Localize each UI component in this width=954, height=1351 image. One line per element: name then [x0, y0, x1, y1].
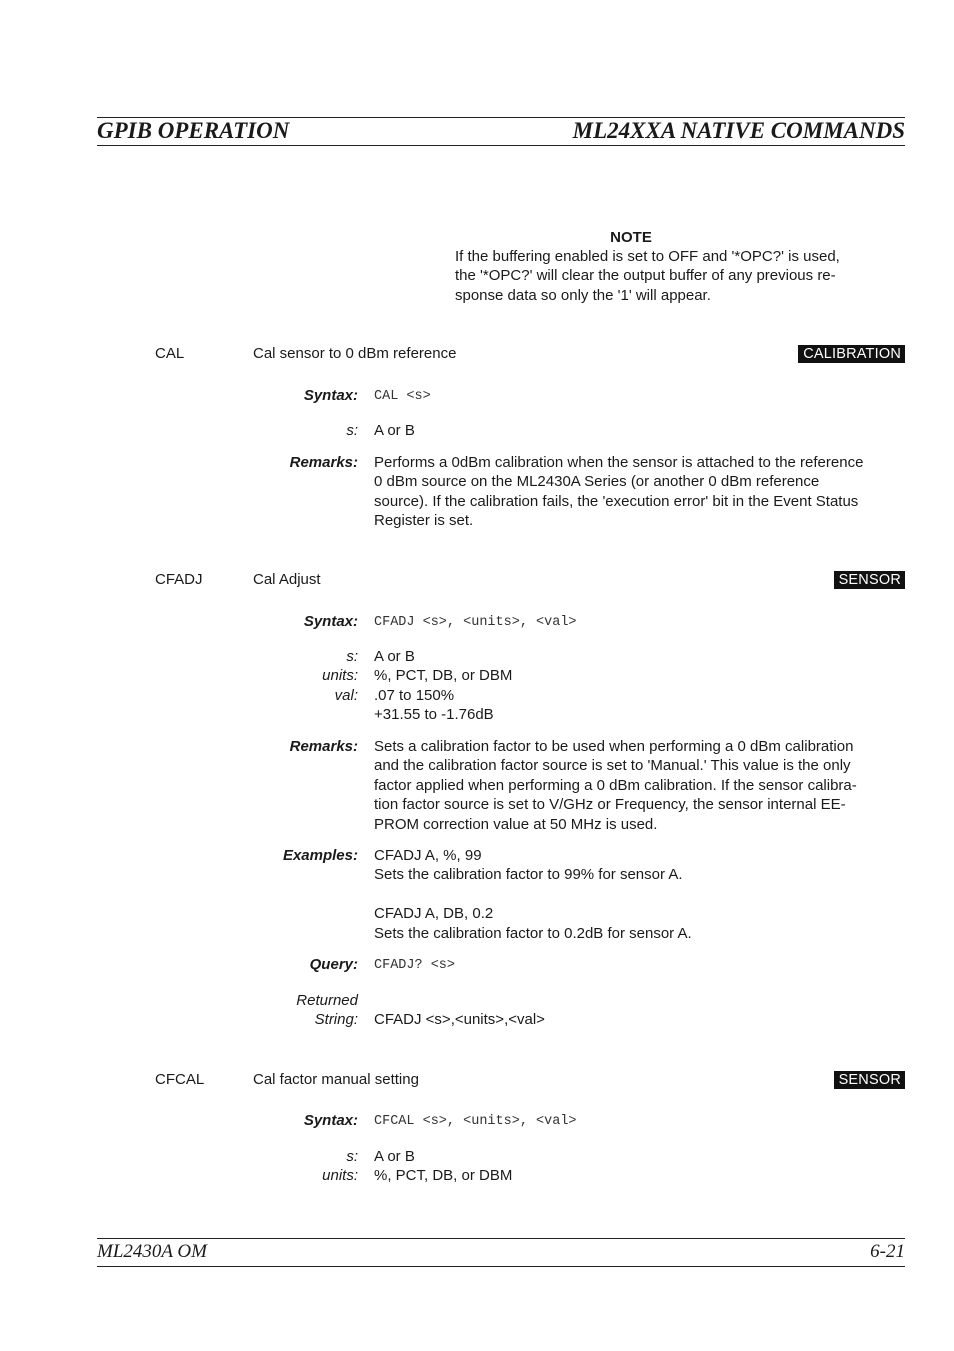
param-value: .07 to 150% [374, 686, 455, 704]
remarks-line: and the calibration factor source is set to 'Manual.' This value is the only [374, 757, 851, 775]
param-values [374, 1147, 904, 1186]
syntax-label: Syntax: [303, 613, 358, 630]
example-line: CFADJ A, %, 99 [374, 847, 482, 864]
param-label: s: [346, 648, 358, 665]
category-badge: SENSOR [834, 1071, 905, 1089]
note-title: NOTE [610, 229, 652, 246]
param-label: val: [334, 686, 358, 704]
remarks-line: Register is set. [374, 512, 474, 530]
param-label: s: [346, 422, 358, 439]
header-bottom-rule [97, 145, 905, 146]
note-line: sponse data so only the '1' will appear. [455, 286, 711, 304]
query-value: CFADJ? <s> [374, 958, 456, 973]
example-line: CFADJ A, DB, 0.2 [374, 905, 494, 923]
param-value: A or B [374, 648, 415, 665]
footer-manual-title: ML2430A OM [97, 1241, 207, 1262]
syntax-label: Syntax: [303, 1112, 358, 1129]
note-body [455, 247, 875, 305]
remarks-line: PROM correction value at 50 MHz is used. [374, 815, 658, 833]
returned-label-line: Returned [296, 992, 358, 1009]
footer-top-rule [97, 1238, 905, 1239]
note-line: If the buffering enabled is set to OFF and '*OPC?' is used, [455, 248, 840, 265]
examples-text [374, 846, 904, 943]
remarks-label: Remarks: [289, 454, 358, 471]
remarks-line: tion factor source is set to V/GHz or Frequency, the sensor internal EE- [374, 796, 846, 814]
header-chapter-title: ML24XXA NATIVE COMMANDS [572, 118, 905, 143]
syntax-value: CAL <s> [374, 389, 431, 404]
param-value: +31.55 to -1.76dB [374, 706, 494, 724]
command-description: Cal Adjust [253, 571, 321, 588]
remarks-label: Remarks: [289, 738, 358, 755]
category-badge: SENSOR [834, 571, 905, 589]
command-name: CFCAL [155, 1071, 205, 1088]
param-value: A or B [374, 422, 415, 439]
syntax-value: CFCAL <s>, <units>, <val> [374, 1114, 577, 1129]
category-badge: CALIBRATION [798, 345, 905, 363]
remarks-text [374, 453, 904, 531]
param-label: s: [346, 1148, 358, 1165]
param-label: units: [322, 667, 358, 685]
command-name: CFADJ [155, 571, 203, 588]
param-value: %, PCT, DB, or DBM [374, 667, 513, 685]
syntax-label: Syntax: [303, 387, 358, 404]
syntax-value: CFADJ <s>, <units>, <val> [374, 615, 577, 630]
returned-string-value: CFADJ <s>,<units>,<val> [374, 1011, 545, 1028]
example-line: Sets the calibration factor to 0.2dB for sensor A. [374, 924, 692, 942]
examples-label: Examples: [282, 847, 358, 864]
remarks-line: Sets a calibration factor to be used when performing a 0 dBm calibration [374, 738, 854, 755]
param-labels [322, 1147, 358, 1186]
header-section-title: GPIB OPERATION [97, 118, 290, 143]
param-labels [322, 647, 358, 705]
remarks-text [374, 737, 904, 834]
param-value: %, PCT, DB, or DBM [374, 1167, 513, 1185]
remarks-line: factor applied when performing a 0 dBm calibration. If the sensor calibra- [374, 776, 857, 794]
remarks-line: 0 dBm source on the ML2430A Series (or another 0 dBm reference [374, 473, 820, 491]
query-label: Query: [309, 956, 358, 973]
example-spacer [374, 885, 904, 904]
footer-bottom-rule [97, 1266, 905, 1267]
command-description: Cal sensor to 0 dBm reference [253, 345, 457, 362]
example-line: Sets the calibration factor to 99% for sensor A. [374, 866, 683, 884]
returned-label-line: String: [314, 1011, 358, 1029]
param-value: A or B [374, 1148, 415, 1165]
remarks-line: source). If the calibration fails, the 'execution error' bit in the Event Status [374, 492, 859, 510]
command-name: CAL [155, 345, 185, 362]
param-values [374, 647, 904, 725]
returned-string-label [296, 991, 358, 1030]
remarks-line: Performs a 0dBm calibration when the sensor is attached to the reference [374, 454, 864, 471]
param-label: units: [322, 1167, 358, 1185]
command-description: Cal factor manual setting [253, 1071, 419, 1088]
note-line: the '*OPC?' will clear the output buffer of any previous re- [455, 267, 836, 285]
footer-page-number: 6-21 [870, 1241, 905, 1262]
